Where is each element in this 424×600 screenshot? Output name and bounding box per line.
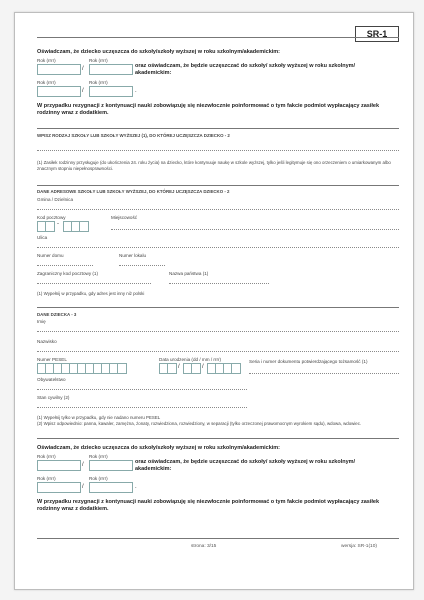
decl1-year1-input[interactable] <box>37 64 81 75</box>
citizenship-field[interactable] <box>37 389 247 390</box>
section-rule <box>37 128 399 129</box>
id-doc-field[interactable] <box>249 373 399 374</box>
decl2-year4-input[interactable] <box>89 482 133 493</box>
slash: / <box>82 66 84 72</box>
slash: / <box>82 484 84 490</box>
postal-digit[interactable] <box>79 221 89 232</box>
last-name-field[interactable] <box>37 351 399 352</box>
school-type-title: WPISZ RODZAJ SZKOŁY LUB SZKOŁY WYŻSZEJ (1), DO KTÓREJ UCZĘSZCZA DZIECKO - 2 <box>37 133 230 138</box>
decl1-year4-label: Rok (rrrr) <box>89 80 108 85</box>
school-type-note: (1) Zasiłek rodzinny przysługuje (do ukończenia 24. roku życia) na dziecko, które kontynuuje naukę w szkole wyższej, tylko jeśli legitymuje się ono orzeczeniem o umiarkowanym albo znacznym stopniu niepełnosprawności. <box>37 160 391 171</box>
decl2-year4-label: Rok (rrrr) <box>89 476 108 481</box>
child-note-1: (1) Wypełnij tylko w przypadku, gdy nie nadano numeru PESEL <box>37 415 161 420</box>
slash: / <box>82 88 84 94</box>
decl1-year1-label: Rok (rrrr) <box>37 58 56 63</box>
municipality-label: Gmina / Dzielnica <box>37 197 73 202</box>
slash: / <box>202 364 204 370</box>
city-label: Miejscowość <box>111 215 138 220</box>
birth-label: Data urodzenia (dd / mm / rrrr) <box>159 357 222 362</box>
decl1-middle-text: oraz oświadczam, że będzie uczęszczać do szkoły/ szkoły wyższej w roku szkolnym/ akademickim: <box>135 63 356 76</box>
decl2-year2-input[interactable] <box>89 460 133 471</box>
decl2-year3-input[interactable] <box>37 482 81 493</box>
decl1-year3-input[interactable] <box>37 86 81 97</box>
birth-digit[interactable] <box>191 363 201 374</box>
pesel-digit[interactable] <box>117 363 127 374</box>
decl2-year1-input[interactable] <box>37 460 81 471</box>
postal-digit[interactable] <box>45 221 55 232</box>
section-rule <box>37 185 399 186</box>
first-name-field[interactable] <box>37 331 399 332</box>
pesel-label: Numer PESEL <box>37 357 67 362</box>
form-page <box>14 12 414 590</box>
id-doc-label: Seria i numer dokumentu potwierdzającego tożsamość (1) <box>249 359 368 364</box>
flat-field[interactable] <box>119 265 165 266</box>
child-note-2: (2) Wpisz odpowiednio: panna, kawaler, zamężna, żonaty, rozwiedziona, rozwiedziony, w separacji (tylko orzeczonej prawomocnym wyrokiem sądu), wdowa, wdowiec. <box>37 421 362 426</box>
form-code: SR-1 <box>355 26 399 42</box>
school-type-field[interactable] <box>37 150 399 151</box>
municipality-field[interactable] <box>37 209 399 210</box>
civil-status-label: Stan cywilny (2) <box>37 395 70 400</box>
street-field[interactable] <box>37 247 399 248</box>
foreign-postal-label: Zagraniczny kod pocztowy (1) <box>37 271 99 276</box>
foreign-postal-field[interactable] <box>37 283 151 284</box>
footer-page: strona: 3/15 <box>191 544 217 549</box>
decl2-title: Oświadczam, że dziecko uczęszcza do szkoły/szkoły wyższej w roku szkolnym/akademickim: <box>37 445 281 451</box>
address-note: (1) Wypełnij w przypadku, gdy adres jest inny niż polski <box>37 291 145 296</box>
decl2-year1-label: Rok (rrrr) <box>37 454 56 459</box>
notice1: W przypadku rezygnacji z kontynuacji nauki zobowiązuję się niezwłocznie poinformować o tym fakcie podmiot wypłacający zasiłek rodzinny wraz z dodatkiem. <box>37 103 380 116</box>
citizenship-label: Obywatelstwo <box>37 377 66 382</box>
decl1-year3-label: Rok (rrrr) <box>37 80 56 85</box>
school-address-title: DANE ADRESOWE SZKOŁY LUB SZKOŁY WYŻSZEJ, DO KTÓREJ UCZĘSZCZA DZIECKO - 2 <box>37 189 230 194</box>
postal-label: Kod pocztowy <box>37 215 66 220</box>
birth-digit[interactable] <box>231 363 241 374</box>
decl2-year3-label: Rok (rrrr) <box>37 476 56 481</box>
country-label: Nazwa państwa (1) <box>169 271 209 276</box>
period: . <box>135 88 137 94</box>
city-field[interactable] <box>111 229 399 230</box>
footer-version: wersja: SR-1(10) <box>341 544 377 549</box>
street-label: Ulica <box>37 235 48 240</box>
slash: / <box>82 462 84 468</box>
flat-label: Numer lokalu <box>119 253 147 258</box>
country-field[interactable] <box>169 283 269 284</box>
notice2: W przypadku rezygnacji z kontynuacji nauki zobowiązuję się niezwłocznie poinformować o tym fakcie podmiot wypłacający zasiłek rodzinny wraz z dodatkiem. <box>37 499 380 512</box>
child-title: DANE DZIECKA - 3 <box>37 312 77 317</box>
section-rule <box>37 307 399 308</box>
house-label: Numer domu <box>37 253 64 258</box>
civil-status-field[interactable] <box>37 407 247 408</box>
footer-rule <box>37 538 399 539</box>
decl1-year4-input[interactable] <box>89 86 133 97</box>
first-name-label: Imię <box>37 319 46 324</box>
header-rule <box>37 37 399 38</box>
birth-digit[interactable] <box>167 363 177 374</box>
decl2-year2-label: Rok (rrrr) <box>89 454 108 459</box>
period: . <box>135 484 137 490</box>
postal-dash: - <box>57 221 59 227</box>
house-field[interactable] <box>37 265 93 266</box>
decl1-year2-input[interactable] <box>89 64 133 75</box>
decl1-year2-label: Rok (rrrr) <box>89 58 108 63</box>
slash: / <box>178 364 180 370</box>
decl1-title: Oświadczam, że dziecko uczęszcza do szkoły/szkoły wyższej w roku szkolnym/akademickim: <box>37 49 281 55</box>
decl2-middle-text: oraz oświadczam, że będzie uczęszczać do szkoły/ szkoły wyższej w roku szkolnym/ akademickim: <box>135 459 356 472</box>
section-rule <box>37 438 399 439</box>
last-name-label: Nazwisko <box>37 339 57 344</box>
